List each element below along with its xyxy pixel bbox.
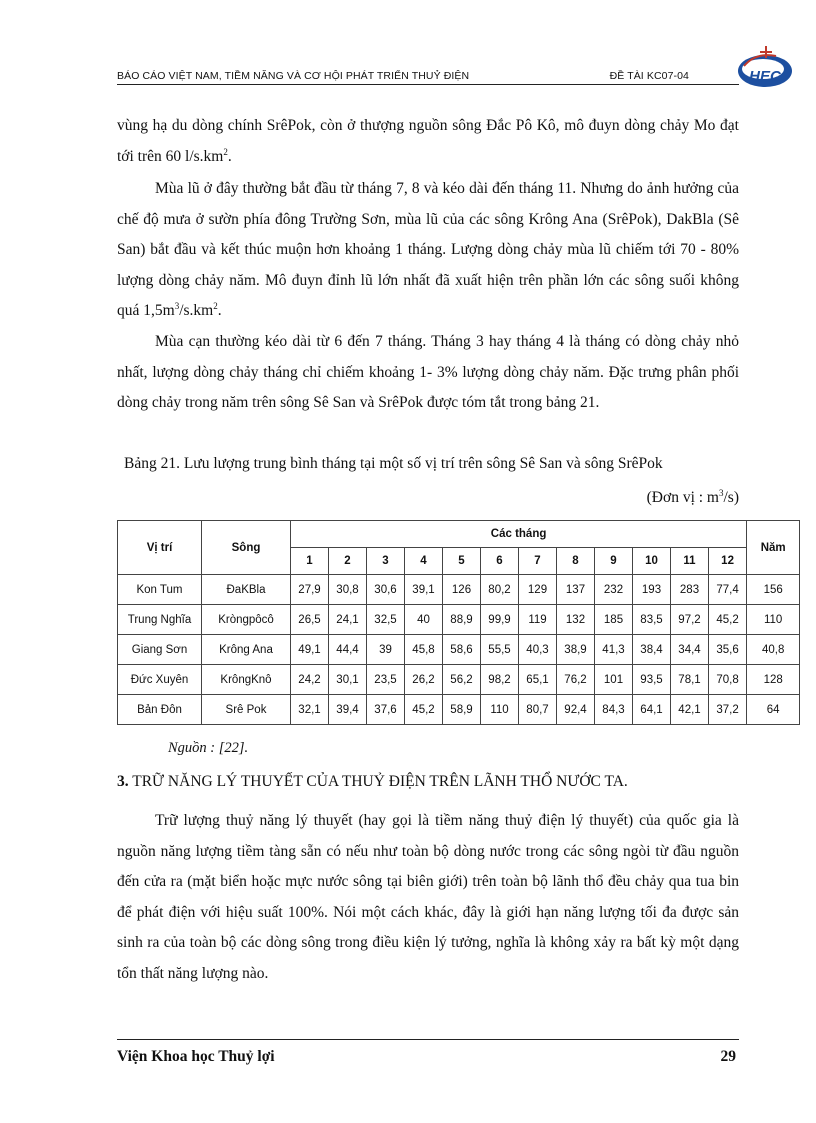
cell-month-value: 32,5 bbox=[367, 605, 405, 635]
page-header bbox=[117, 64, 739, 85]
cell-month-value: 42,1 bbox=[671, 695, 709, 725]
cell-month-value: 80,2 bbox=[481, 575, 519, 605]
cell-month-value: 26,2 bbox=[405, 665, 443, 695]
table-row bbox=[118, 575, 800, 605]
page-number: 29 bbox=[720, 1048, 736, 1065]
month-header: 5 bbox=[443, 548, 481, 575]
header-river: Sông bbox=[202, 521, 291, 575]
cell-month-value: 83,5 bbox=[633, 605, 671, 635]
cell-month-value: 45,8 bbox=[405, 635, 443, 665]
cell-month-value: 77,4 bbox=[709, 575, 747, 605]
cell-month-value: 65,1 bbox=[519, 665, 557, 695]
header-location: Vị trí bbox=[118, 521, 202, 575]
cell-month-value: 37,2 bbox=[709, 695, 747, 725]
paragraph-2: Mùa lũ ở đây thường bắt đầu từ tháng 7, 8 và kéo dài đến tháng 11. Nhưng do ảnh hưởng của chế độ mưa ở sườn phía đông Trường Sơn, mùa lũ của các sông Krông Ana (SrêPok), DakBla (Sê San) bắt đầu và kết thúc muộn hơn khoảng 1 tháng. Lượng dòng chảy mùa lũ chiếm tới 70 - 80% lượng dòng chảy năm. Mô đuyn đỉnh lũ lớn nhất đã xuất hiện trên phần lớn các sông suối không quá $1,5m^3/s.km^2$. bbox=[117, 180, 739, 319]
cell-river: Kròngpôcô bbox=[202, 605, 291, 635]
cell-location: Kon Tum bbox=[118, 575, 202, 605]
month-header: 8 bbox=[557, 548, 595, 575]
paragraph-3: Mùa cạn thường kéo dài từ 6 đến 7 tháng. Tháng 3 hay tháng 4 là tháng có dòng chảy nhỏ nhất, lượng dòng chảy tháng chỉ chiếm khoảng 1- 3% lượng dòng chảy năm. Đặc trưng phân phối dòng chảy trong năm trên sông Sê San và SrêPok được tóm tắt trong bảng 21. bbox=[117, 333, 739, 411]
cell-location: Giang Sơn bbox=[118, 635, 202, 665]
month-header: 9 bbox=[595, 548, 633, 575]
table-row bbox=[118, 605, 800, 635]
month-header: 4 bbox=[405, 548, 443, 575]
cell-month-value: 39 bbox=[367, 635, 405, 665]
cell-month-value: 80,7 bbox=[519, 695, 557, 725]
section-heading: 3. TRỮ NĂNG LÝ THUYẾT CỦA THUỶ ĐIỆN TRÊN LÃNH THỔ NƯỚC TA. bbox=[117, 773, 628, 790]
table-row bbox=[118, 695, 800, 725]
cell-river: Krông Ana bbox=[202, 635, 291, 665]
cell-month-value: 193 bbox=[633, 575, 671, 605]
cell-month-value: 98,2 bbox=[481, 665, 519, 695]
cell-river: Srê Pok bbox=[202, 695, 291, 725]
cell-river: KrôngKnô bbox=[202, 665, 291, 695]
cell-month-value: 126 bbox=[443, 575, 481, 605]
header-report-title: BÁO CÁO VIỆT NAM, TIỀM NĂNG VÀ CƠ HỘI PHÁT TRIỂN THUỶ ĐIỆN bbox=[117, 70, 470, 82]
paragraph-4: Trữ lượng thuỷ năng lý thuyết (hay gọi là tiềm năng thuỷ điện lý thuyết) của quốc gia là nguồn năng lượng tiềm tàng sẵn có nếu như toàn bộ dòng nước trong các sông ngòi từ đầu nguồn đến cửa ra (mặt biển hoặc mực nước sông tại biên giới) trên toàn bộ lãnh thổ đều chảy qua tua bin để phát điện với hiệu suất 100%. Nói một cách khác, đây là giới hạn năng lượng tối đa được sản sinh ra của toàn bộ các dòng sông trong điều kiện lý tưởng, nghĩa là không xảy ra bất kỳ một dạng tổn thất năng lượng nào. bbox=[117, 812, 739, 982]
table-unit: (Đơn vị : $m^3/s$) bbox=[646, 488, 739, 506]
cell-month-value: 39,1 bbox=[405, 575, 443, 605]
hec-logo bbox=[736, 44, 794, 94]
month-header: 10 bbox=[633, 548, 671, 575]
cell-location: Bản Đôn bbox=[118, 695, 202, 725]
table-source: Nguồn : [22]. bbox=[168, 740, 249, 756]
cell-month-value: 92,4 bbox=[557, 695, 595, 725]
cell-month-value: 64,1 bbox=[633, 695, 671, 725]
cell-month-value: 41,3 bbox=[595, 635, 633, 665]
cell-month-value: 70,8 bbox=[709, 665, 747, 695]
cell-month-value: 97,2 bbox=[671, 605, 709, 635]
cell-year-value: 110 bbox=[747, 605, 800, 635]
cell-month-value: 58,9 bbox=[443, 695, 481, 725]
cell-month-value: 39,4 bbox=[329, 695, 367, 725]
cell-month-value: 45,2 bbox=[709, 605, 747, 635]
cell-month-value: 78,1 bbox=[671, 665, 709, 695]
month-header: 2 bbox=[329, 548, 367, 575]
cell-month-value: 38,9 bbox=[557, 635, 595, 665]
cell-month-value: 56,2 bbox=[443, 665, 481, 695]
table-row bbox=[118, 635, 800, 665]
cell-month-value: 34,4 bbox=[671, 635, 709, 665]
cell-month-value: 185 bbox=[595, 605, 633, 635]
table-caption: Bảng 21. Lưu lượng trung bình tháng tại một số vị trí trên sông Sê San và sông SrêPok bbox=[124, 455, 663, 472]
month-header: 3 bbox=[367, 548, 405, 575]
cell-month-value: 24,2 bbox=[291, 665, 329, 695]
cell-month-value: 38,4 bbox=[633, 635, 671, 665]
cell-month-value: 84,3 bbox=[595, 695, 633, 725]
cell-month-value: 45,2 bbox=[405, 695, 443, 725]
page-footer bbox=[117, 1039, 739, 1072]
cell-month-value: 55,5 bbox=[481, 635, 519, 665]
cell-month-value: 110 bbox=[481, 695, 519, 725]
cell-month-value: 49,1 bbox=[291, 635, 329, 665]
monthly-flow-table bbox=[117, 520, 800, 725]
cell-month-value: 99,9 bbox=[481, 605, 519, 635]
paragraph-1: vùng hạ du dòng chính SrêPok, còn ở thượng nguồn sông Đắc Pô Kô, mô đuyn dòng chảy Mo đạt tới trên 60 $l/s.km^2$. bbox=[117, 117, 739, 165]
cell-location: Đức Xuyên bbox=[118, 665, 202, 695]
cell-month-value: 137 bbox=[557, 575, 595, 605]
header-project-code: ĐỀ TÀI KC07-04 bbox=[609, 70, 689, 82]
table-row bbox=[118, 665, 800, 695]
cell-month-value: 119 bbox=[519, 605, 557, 635]
month-header: 7 bbox=[519, 548, 557, 575]
cell-month-value: 40 bbox=[405, 605, 443, 635]
cell-year-value: 40,8 bbox=[747, 635, 800, 665]
header-year: Năm bbox=[747, 521, 800, 575]
header-months: Các tháng bbox=[291, 521, 747, 548]
month-header: 1 bbox=[291, 548, 329, 575]
cell-month-value: 93,5 bbox=[633, 665, 671, 695]
cell-year-value: 64 bbox=[747, 695, 800, 725]
cell-month-value: 88,9 bbox=[443, 605, 481, 635]
cell-month-value: 30,8 bbox=[329, 575, 367, 605]
cell-month-value: 232 bbox=[595, 575, 633, 605]
cell-river: ĐaKBla bbox=[202, 575, 291, 605]
logo-text: HEC bbox=[749, 68, 781, 85]
cell-month-value: 26,5 bbox=[291, 605, 329, 635]
cell-year-value: 156 bbox=[747, 575, 800, 605]
cell-month-value: 76,2 bbox=[557, 665, 595, 695]
cell-month-value: 40,3 bbox=[519, 635, 557, 665]
cell-location: Trung Nghĩa bbox=[118, 605, 202, 635]
cell-month-value: 44,4 bbox=[329, 635, 367, 665]
cell-month-value: 27,9 bbox=[291, 575, 329, 605]
cell-month-value: 30,1 bbox=[329, 665, 367, 695]
cell-month-value: 35,6 bbox=[709, 635, 747, 665]
cell-month-value: 24,1 bbox=[329, 605, 367, 635]
footer-institute: Viện Khoa học Thuỷ lợi bbox=[117, 1048, 275, 1065]
cell-month-value: 23,5 bbox=[367, 665, 405, 695]
month-header: 11 bbox=[671, 548, 709, 575]
cell-month-value: 132 bbox=[557, 605, 595, 635]
cell-month-value: 129 bbox=[519, 575, 557, 605]
cell-month-value: 32,1 bbox=[291, 695, 329, 725]
month-header: 6 bbox=[481, 548, 519, 575]
cell-month-value: 101 bbox=[595, 665, 633, 695]
cell-month-value: 58,6 bbox=[443, 635, 481, 665]
month-header: 12 bbox=[709, 548, 747, 575]
cell-month-value: 37,6 bbox=[367, 695, 405, 725]
cell-month-value: 283 bbox=[671, 575, 709, 605]
cell-month-value: 30,6 bbox=[367, 575, 405, 605]
cell-year-value: 128 bbox=[747, 665, 800, 695]
